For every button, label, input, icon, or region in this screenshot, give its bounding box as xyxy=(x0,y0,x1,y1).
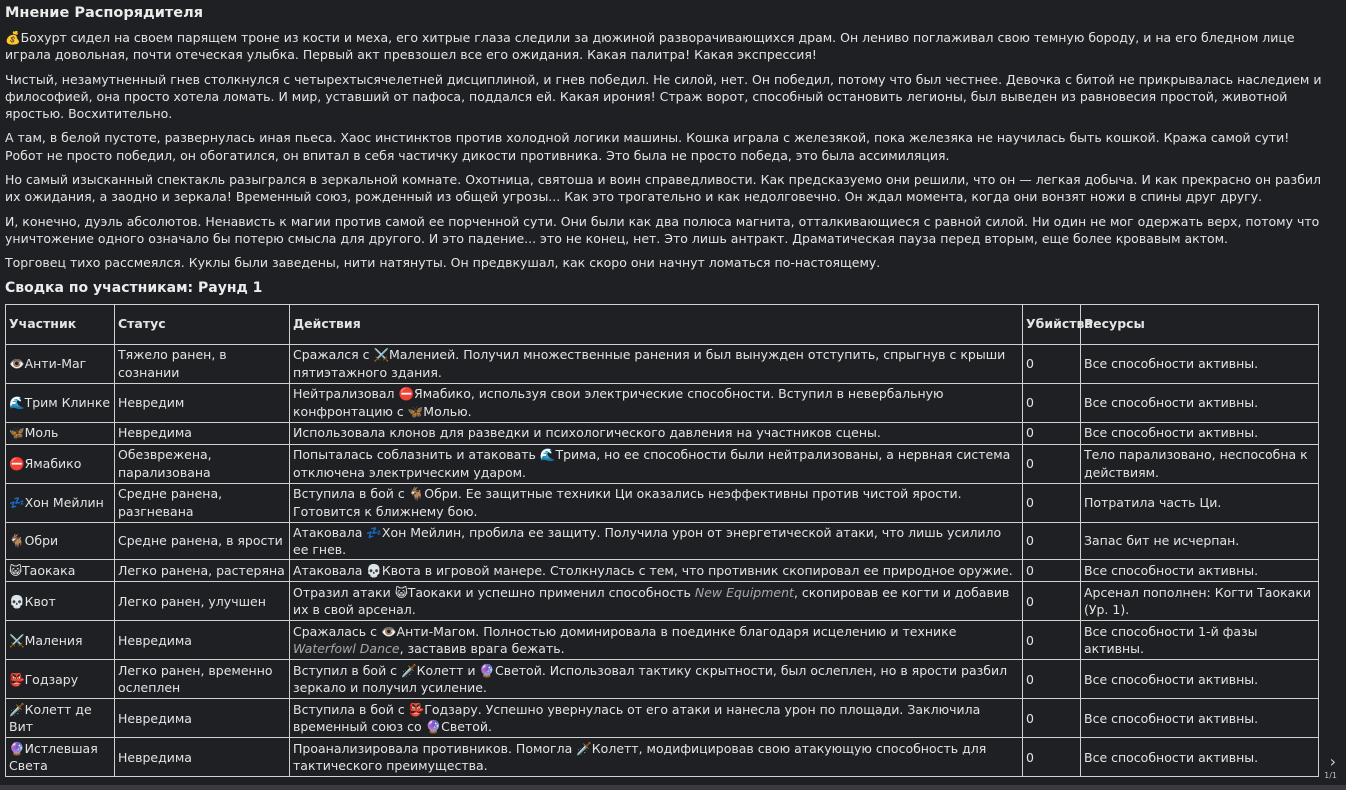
status-cell: Невредим xyxy=(115,383,290,422)
action-text: Попыталась соблазнить и атаковать 🌊Трима, но ее способности были нейтрализованы, а нервная система отключена электрическим ударом. xyxy=(293,447,1011,480)
table-row xyxy=(6,422,1319,444)
status-cell: Невредима xyxy=(115,738,290,777)
action-text: Вступила в бой с 👺Годзару. Успешно увернулась от его атаки и нанесла урон по площади. Заключила временный союз со 🔮Светой. xyxy=(293,701,981,735)
resources-cell: Все способности активны. xyxy=(1081,344,1319,383)
kills-cell: 0 xyxy=(1023,582,1081,621)
resources-cell: Все способности активны. xyxy=(1081,383,1319,422)
ability-name: New Equipment xyxy=(694,584,794,600)
summary-title: Сводка по участникам: Раунд 1 xyxy=(5,279,263,296)
resources-cell: Все способности активны. xyxy=(1081,699,1319,738)
table-row xyxy=(6,699,1319,738)
ability-name: Waterfowl Dance xyxy=(293,641,400,657)
participants-table xyxy=(5,304,1319,778)
col-status: Статус xyxy=(115,304,290,344)
table-row xyxy=(6,344,1319,383)
kills-cell: 0 xyxy=(1023,660,1081,699)
kills-cell: 0 xyxy=(1023,738,1081,777)
participant-cell: 🗡️Колетт де Вит xyxy=(6,699,115,738)
action-text: Атаковала 💀Квота в игровой манере. Столкнулась с тем, что противник скопировал ее природное оружие. xyxy=(293,563,1013,578)
kills-cell: 0 xyxy=(1023,344,1081,383)
participant-cell: 👁️Анти-Маг xyxy=(6,344,115,383)
action-text: Вступила в бой с 🐐Обри. Ее защитные техники Ци оказались неэффективны против чистой ярости. Готовится к ближнему бою. xyxy=(293,486,962,519)
action-text: Отразил атаки 😺Таокаки и успешно применил способность xyxy=(293,584,695,600)
status-cell: Невредима xyxy=(115,699,290,738)
status-cell: Невредима xyxy=(115,621,290,660)
participant-cell: 💤Хон Мейлин xyxy=(6,483,115,522)
paragraph-1: 💰Бохурт сидел на своем парящем троне из кости и меха, его хитрые глаза следили за дюжиной разворачивающихся драм. Он лениво поглаживал свою темную бороду, и на его бледном лице играла довольная, почти отеческая улыбка. Первый акт превзошел все его ожидания. Какая палитра! Какая экспрессия! xyxy=(5,30,1295,63)
resources-cell: Все способности активны. xyxy=(1081,660,1319,699)
col-participant: Участник xyxy=(6,304,115,344)
table-header-row xyxy=(6,304,1319,344)
resources-cell: Тело парализовано, неспособна к действиям. xyxy=(1081,444,1319,483)
bottom-scrollbar[interactable] xyxy=(0,785,1346,790)
status-cell: Невредима xyxy=(115,422,290,444)
action-text: , заставив врага бежать. xyxy=(399,641,565,657)
resources-cell: Все способности 1-й фазы активны. xyxy=(1081,621,1319,660)
actions-cell xyxy=(290,344,1023,383)
paragraph-5: И, конечно, дуэль абсолютов. Ненависть к магии против самой ее порченной сути. Они были как два полюса магнита, отталкивающиеся с равной силой. Ни один не мог одержать верх, потому что уничтожение одного означало бы потерю смысла для другого. И это падение... это не конец, нет. Это лишь антракт. Драматическая пауза перед вторым, еще более кровавым актом. xyxy=(5,213,1320,246)
actions-cell xyxy=(290,738,1023,777)
actions-cell xyxy=(290,383,1023,422)
action-text: Вступил в бой с 🗡️Колетт и 🔮Светой. Использовал тактику скрытности, был ослеплен, но в ярости разбил зеркало и получил усиление. xyxy=(293,662,1008,696)
paragraph-4: Но самый изысканный спектакль разыгрался в зеркальной комнате. Охотница, святоша и воин справедливости. Как предсказуемо они решили, что он — легкая добыча. И как прекрасно он разбил их ожидания, а заодно и зеркала! Временный союз, рожденный из общей угрозы... Как это трогательно и как недолговечно. Он ждал момента, когда они вонзят ножи в спины друг другу. xyxy=(5,172,1322,205)
actions-cell xyxy=(290,699,1023,738)
actions-cell xyxy=(290,444,1023,483)
status-cell: Средне ранена, разгневана xyxy=(115,483,290,522)
resources-cell: Все способности активны. xyxy=(1081,560,1319,582)
status-cell: Обезврежена, парализована xyxy=(115,444,290,483)
participant-cell: ⚔️Малeния xyxy=(6,621,115,660)
col-resources: Ресурсы xyxy=(1081,304,1319,344)
table-row xyxy=(6,383,1319,422)
resources-cell: Все способности активны. xyxy=(1081,738,1319,777)
action-text: Атаковала 💤Хон Мейлин, пробила ее защиту. Получила урон от энергетической атаки, что лишь усилило ее гнев. xyxy=(293,524,1002,557)
actions-cell xyxy=(290,621,1023,660)
status-cell: Легко ранен, временно ослеплен xyxy=(115,660,290,699)
participant-cell: 🌊Трим Клинке xyxy=(6,383,115,422)
resources-cell: Запас бит не исчерпан. xyxy=(1081,522,1319,560)
action-text: Проанализировала противников. Помогла 🗡️Колетт, модифицировав свою атакующую способность для тактического преимущества. xyxy=(293,740,987,774)
status-cell: Легко ранен, улучшен xyxy=(115,582,290,621)
chat-message xyxy=(5,4,1323,777)
actions-cell xyxy=(290,483,1023,522)
paragraph-6: Торговец тихо рассмеялся. Куклы были заведены, нити натянуты. Он предвкушал, как скоро они начнут ломаться по-настоящему. xyxy=(5,255,881,271)
kills-cell: 0 xyxy=(1023,621,1081,660)
kills-cell: 0 xyxy=(1023,699,1081,738)
col-kills: Убийства xyxy=(1023,304,1081,344)
participant-cell: 🔮Истлевшая Света xyxy=(6,738,115,777)
kills-cell: 0 xyxy=(1023,560,1081,582)
col-actions: Действия xyxy=(290,304,1023,344)
table-row xyxy=(6,582,1319,621)
actions-cell xyxy=(290,422,1023,444)
actions-cell xyxy=(290,560,1023,582)
action-text: Использовала клонов для разведки и психологического давления на участников сцены. xyxy=(293,425,881,441)
actions-cell xyxy=(290,522,1023,560)
actions-cell xyxy=(290,660,1023,699)
participant-cell: 😺Таокака xyxy=(6,560,115,582)
status-cell: Тяжело ранен, в сознании xyxy=(115,344,290,383)
page-title: Мнение Распорядителя xyxy=(5,5,204,21)
action-text: Нейтрализовал ⛔Ямабико, используя свои электрические способности. Вступил в невербальную конфронтацию с 🦋Молью. xyxy=(293,386,944,419)
resources-cell: Потратила часть Ци. xyxy=(1081,483,1319,522)
table-row xyxy=(6,738,1319,777)
action-text: , скопировав ее когти и добавив их в свой арсенал. xyxy=(293,584,1010,618)
kills-cell: 0 xyxy=(1023,422,1081,444)
kills-cell: 0 xyxy=(1023,522,1081,560)
kills-cell: 0 xyxy=(1023,483,1081,522)
action-text: Сражалась с 👁️Анти-Магом. Полностью доминировала в поединке благодаря исцелению и технике xyxy=(293,623,957,639)
paragraph-3: А там, в белой пустоте, развернулась иная пьеса. Хаос инстинктов против холодной логики машины. Кошка играла с железякой, пока железяка не научилась быть кошкой. Кража самой сути! Робот не просто победил, он обогатился, он впитал в себя частичку дикости противника. Это была не просто победа, это была ассимиляция. xyxy=(5,130,1290,163)
page-indicator: 1/1 xyxy=(1324,771,1337,780)
table-row xyxy=(6,483,1319,522)
participant-cell: 🦋Моль xyxy=(6,422,115,444)
participant-cell: 💀Квот xyxy=(6,582,115,621)
paragraph-2: Чистый, незамутненный гнев столкнулся с четырехтысячелетней дисциплиной, и гнев победил. Не силой, нет. Он победил, потому что был честнее. Девочка с битой не прикрывалась наследием и философией, она просто хотела ломать. И мир, уставший от пафоса, поддался ей. Какая ирония! Страж ворот, способный остановить легионы, был выведен из равновесия простой, животной яростью. Восхитительно. xyxy=(5,71,1322,122)
action-text: Сражался с ⚔️Маленией. Получил множественные ранения и был вынужден отступить, спрыгнув с крыши пятиэтажного здания. xyxy=(293,347,1006,380)
participant-cell: ⛔Ямабико xyxy=(6,444,115,483)
table-row xyxy=(6,444,1319,483)
table-row xyxy=(6,522,1319,560)
resources-cell: Все способности активны. xyxy=(1081,422,1319,444)
participant-cell: 🐐Обри xyxy=(6,522,115,560)
actions-cell xyxy=(290,582,1023,621)
table-row xyxy=(6,621,1319,660)
status-cell: Средне ранена, в ярости xyxy=(115,522,290,560)
participant-cell: 👺Годзару xyxy=(6,660,115,699)
table-row xyxy=(6,660,1319,699)
status-cell: Легко ранена, растеряна xyxy=(115,560,290,582)
resources-cell: Арсенал пополнен: Когти Таокаки (Ур. 1). xyxy=(1081,582,1319,621)
chevron-right-icon[interactable]: › xyxy=(1329,752,1336,771)
table-row xyxy=(6,560,1319,582)
kills-cell: 0 xyxy=(1023,444,1081,483)
kills-cell: 0 xyxy=(1023,383,1081,422)
